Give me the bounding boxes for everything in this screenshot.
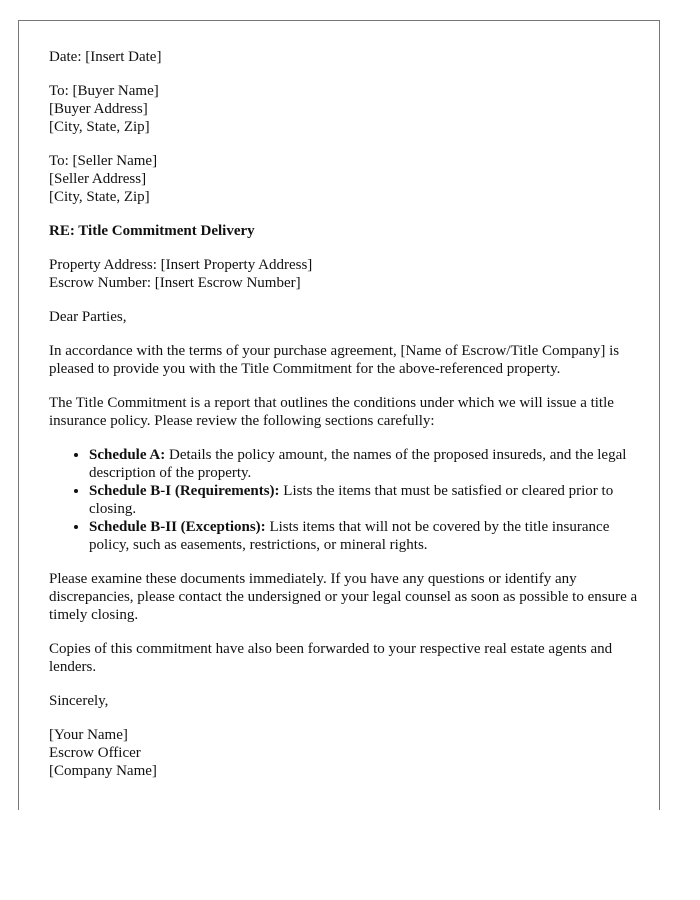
reference-block bbox=[49, 256, 639, 292]
letter-body bbox=[49, 48, 639, 780]
salutation: Dear Parties, bbox=[49, 309, 127, 325]
date-block bbox=[49, 48, 639, 66]
signer-company: [Company Name] bbox=[49, 763, 157, 779]
buyer-address-block bbox=[49, 82, 639, 136]
buyer-name: To: [Buyer Name] bbox=[49, 83, 159, 99]
copies-paragraph: Copies of this commitment have also been forwarded to your respective real estate agents and lenders. bbox=[49, 641, 613, 675]
report-paragraph: The Title Commitment is a report that outlines the conditions under which we will issue a title insurance policy. Please review the following sections carefully: bbox=[49, 395, 614, 429]
closing: Sincerely, bbox=[49, 693, 109, 709]
signer-name: [Your Name] bbox=[49, 727, 128, 743]
intro-paragraph: In accordance with the terms of your purchase agreement, [Name of Escrow/Title Company] is pleased to provide you with the Title Commitment for the above-referenced property. bbox=[49, 343, 620, 377]
schedule-term: Schedule A: bbox=[89, 447, 166, 463]
list-item bbox=[89, 482, 639, 518]
signer-title: Escrow Officer bbox=[49, 745, 141, 761]
review-paragraph: Please examine these documents immediately. If you have any questions or identify any discrepancies, please contact the undersigned or your legal counsel as soon as possible to ensure a timely closing. bbox=[49, 571, 638, 623]
seller-address: [Seller Address] bbox=[49, 171, 147, 187]
signature-block bbox=[49, 726, 639, 780]
seller-name: To: [Seller Name] bbox=[49, 153, 158, 169]
property-address-line: Property Address: [Insert Property Address] bbox=[49, 257, 313, 273]
schedule-description: Lists items that will not be covered by the title insurance policy, such as easements, restrictions, or mineral rights. bbox=[89, 519, 610, 553]
buyer-address: [Buyer Address] bbox=[49, 101, 148, 117]
list-item bbox=[89, 446, 639, 482]
schedule-term: Schedule B-II (Exceptions): bbox=[89, 519, 266, 535]
subject-block bbox=[49, 222, 639, 240]
seller-address-block bbox=[49, 152, 639, 206]
schedule-description: Lists the items that must be satisfied or cleared prior to closing. bbox=[89, 483, 614, 517]
schedule-description: Details the policy amount, the names of the proposed insureds, and the legal description of the property. bbox=[89, 447, 627, 481]
schedule-list bbox=[49, 446, 639, 554]
buyer-city-state-zip: [City, State, Zip] bbox=[49, 119, 150, 135]
subject-line: RE: Title Commitment Delivery bbox=[49, 223, 255, 239]
date-line: Date: [Insert Date] bbox=[49, 49, 162, 65]
escrow-number-line: Escrow Number: [Insert Escrow Number] bbox=[49, 275, 301, 291]
schedule-term: Schedule B-I (Requirements): bbox=[89, 483, 280, 499]
list-item bbox=[89, 518, 639, 554]
seller-city-state-zip: [City, State, Zip] bbox=[49, 189, 150, 205]
